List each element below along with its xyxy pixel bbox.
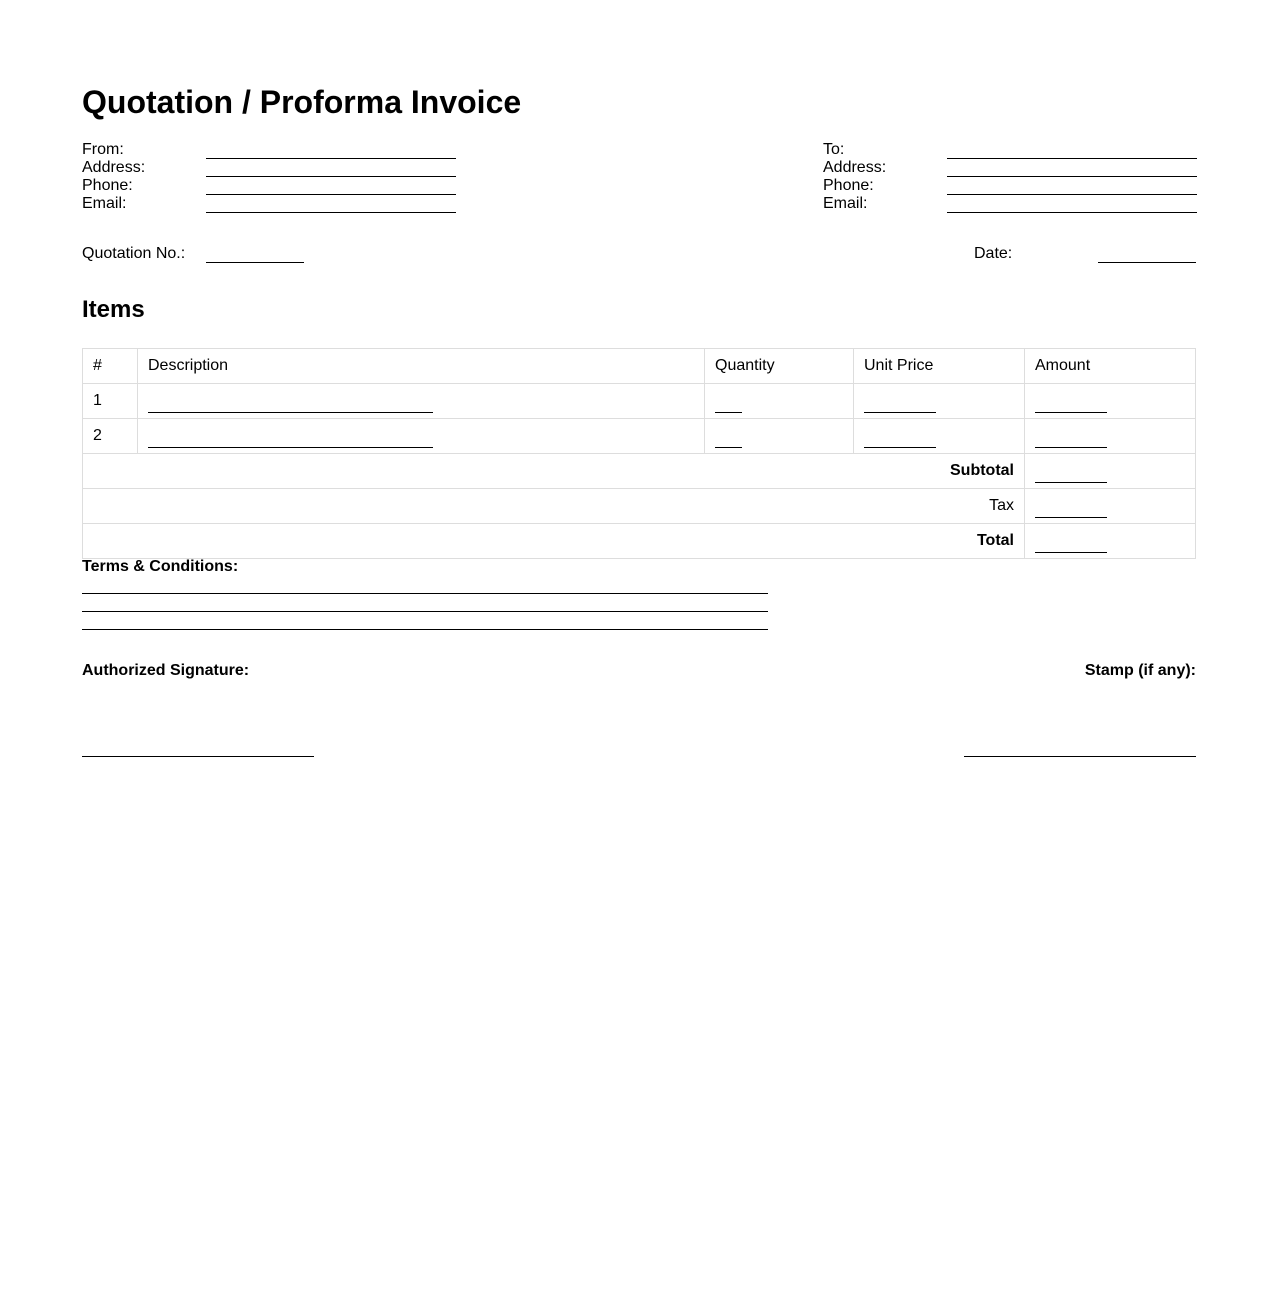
table-header-row — [83, 349, 1196, 384]
from-name-field[interactable] — [206, 141, 456, 159]
tax-field[interactable] — [1035, 501, 1107, 518]
row-number: 2 — [83, 419, 138, 454]
description-cell — [138, 384, 705, 419]
total-label: Total — [83, 524, 1025, 559]
page-title: Quotation / Proforma Invoice — [82, 84, 522, 120]
to-phone-row — [823, 177, 1197, 195]
description-field[interactable] — [148, 431, 433, 448]
terms-title: Terms & Conditions: — [82, 558, 239, 575]
from-address-field[interactable] — [206, 159, 456, 177]
to-block — [823, 141, 1197, 213]
from-block — [82, 141, 456, 213]
terms-block — [82, 558, 768, 630]
row-number: 1 — [83, 384, 138, 419]
stamp-label: Stamp (if any): — [1084, 662, 1196, 679]
unit-price-field[interactable] — [864, 431, 936, 448]
items-heading: Items — [82, 296, 145, 323]
from-address-row — [82, 159, 456, 177]
to-phone-field[interactable] — [947, 177, 1197, 195]
amount-field[interactable] — [1035, 396, 1107, 413]
total-field[interactable] — [1035, 536, 1107, 553]
stamp-line[interactable] — [964, 756, 1196, 757]
quotation-number-field[interactable] — [206, 245, 304, 263]
tax-label: Tax — [83, 489, 1025, 524]
terms-line-1[interactable] — [82, 576, 768, 594]
from-email-label: Email: — [82, 195, 127, 212]
date-label: Date: — [974, 245, 1013, 262]
total-row — [83, 524, 1196, 559]
quantity-field[interactable] — [715, 431, 742, 448]
to-address-label: Address: — [823, 159, 887, 176]
authorized-signature-line[interactable] — [82, 756, 314, 757]
tax-row — [83, 489, 1196, 524]
terms-line-2[interactable] — [82, 594, 768, 612]
amount-cell — [1025, 419, 1196, 454]
to-email-field[interactable] — [947, 195, 1197, 213]
column-header-amount: Amount — [1025, 349, 1196, 384]
table-row — [83, 384, 1196, 419]
subtotal-label: Subtotal — [83, 454, 1025, 489]
unit-price-field[interactable] — [864, 396, 936, 413]
unit-price-cell — [854, 384, 1025, 419]
date-field[interactable] — [1098, 245, 1196, 263]
items-table — [82, 348, 1196, 559]
to-address-field[interactable] — [947, 159, 1197, 177]
amount-cell — [1025, 384, 1196, 419]
subtotal-cell — [1025, 454, 1196, 489]
column-header-quantity: Quantity — [705, 349, 854, 384]
to-name-field[interactable] — [947, 141, 1197, 159]
column-header-unit-price: Unit Price — [854, 349, 1025, 384]
quotation-number-label: Quotation No.: — [82, 245, 186, 262]
from-email-field[interactable] — [206, 195, 456, 213]
subtotal-row — [83, 454, 1196, 489]
to-email-row — [823, 195, 1197, 213]
column-header-description: Description — [138, 349, 705, 384]
quantity-cell — [705, 384, 854, 419]
to-name-row — [823, 141, 1197, 159]
tax-cell — [1025, 489, 1196, 524]
to-name-label: To: — [823, 141, 845, 158]
authorized-signature-label: Authorized Signature: — [82, 662, 250, 679]
from-address-label: Address: — [82, 159, 146, 176]
from-email-row — [82, 195, 456, 213]
unit-price-cell — [854, 419, 1025, 454]
from-name-label: From: — [82, 141, 124, 158]
from-name-row — [82, 141, 456, 159]
to-address-row — [823, 159, 1197, 177]
total-cell — [1025, 524, 1196, 559]
column-header-number: # — [83, 349, 138, 384]
from-phone-field[interactable] — [206, 177, 456, 195]
amount-field[interactable] — [1035, 431, 1107, 448]
subtotal-field[interactable] — [1035, 466, 1107, 483]
terms-line-3[interactable] — [82, 612, 768, 630]
to-phone-label: Phone: — [823, 177, 874, 194]
description-field[interactable] — [148, 396, 433, 413]
to-email-label: Email: — [823, 195, 868, 212]
quantity-field[interactable] — [715, 396, 742, 413]
from-phone-row — [82, 177, 456, 195]
from-phone-label: Phone: — [82, 177, 133, 194]
description-cell — [138, 419, 705, 454]
table-row — [83, 419, 1196, 454]
quantity-cell — [705, 419, 854, 454]
